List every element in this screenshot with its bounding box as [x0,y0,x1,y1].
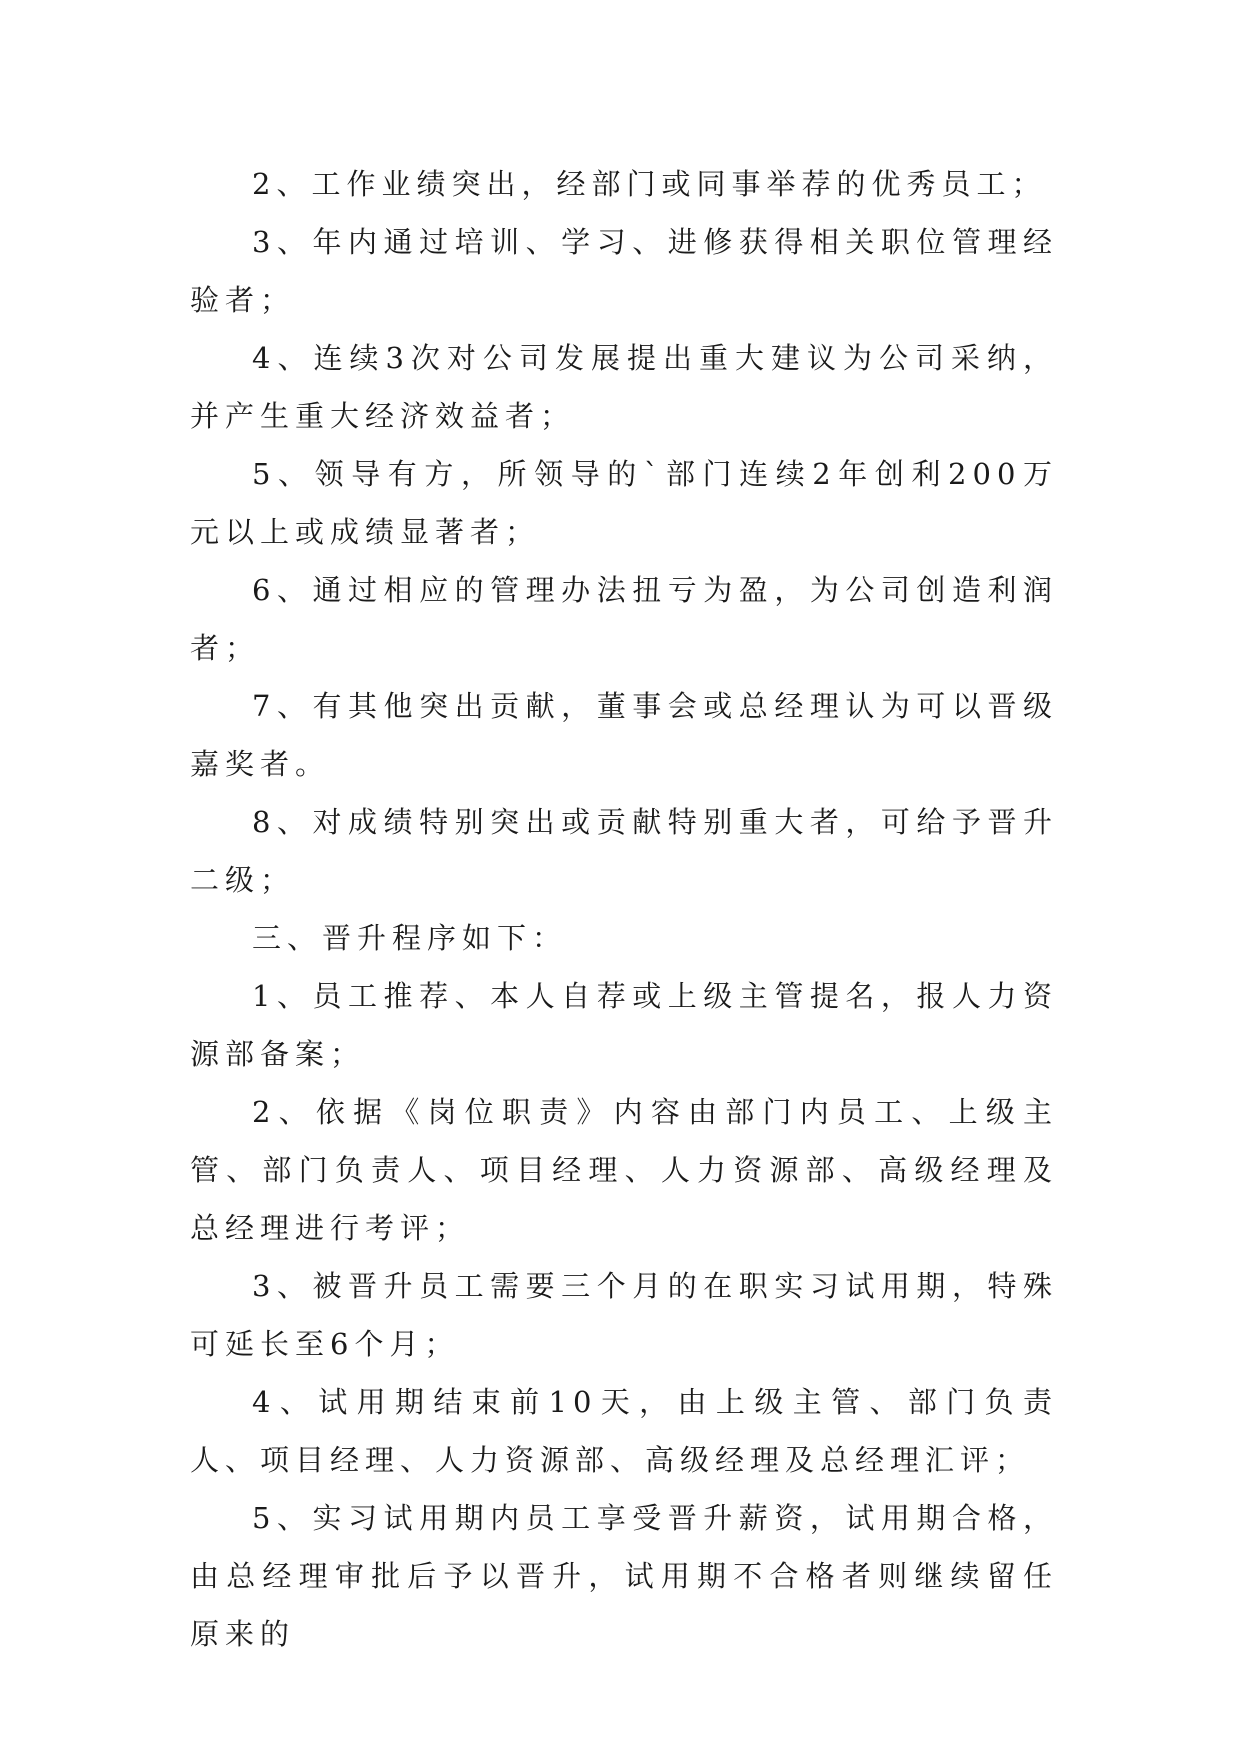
section-heading-promotion-procedure: 三、晋升程序如下： [252,921,568,955]
paragraph-criterion-2: 2、工作业绩突出，经部门或同事举荐的优秀员工； [252,167,1047,201]
document-body [190,155,1058,1663]
paragraph-criterion-5: 5、领导有方，所领导的`部门连续2年创利200万元以上或成绩显著者； [190,457,1058,549]
paragraph-criterion-8: 8、对成绩特别突出或贡献特别重大者，可给予晋升二级； [190,805,1058,897]
paragraph-procedure-1: 1、员工推荐、本人自荐或上级主管提名，报人力资源部备案； [190,979,1058,1071]
paragraph-procedure-4: 4、试用期结束前10天，由上级主管、部门负责人、项目经理、人力资源部、高级经理及总经理汇评； [190,1385,1058,1477]
paragraph-criterion-4: 4、连续3次对公司发展提出重大建议为公司采纳，并产生重大经济效益者； [190,341,1058,433]
paragraph-procedure-2: 2、依据《岗位职责》内容由部门内员工、上级主管、部门负责人、项目经理、人力资源部、高级经理及总经理进行考评； [190,1095,1058,1245]
paragraph-criterion-3: 3、年内通过培训、学习、进修获得相关职位管理经验者； [190,225,1058,317]
paragraph-criterion-7: 7、有其他突出贡献，董事会或总经理认为可以晋级嘉奖者。 [190,689,1058,781]
paragraph-criterion-6: 6、通过相应的管理办法扭亏为盈，为公司创造利润者； [190,573,1058,665]
paragraph-procedure-5: 5、实习试用期内员工享受晋升薪资，试用期合格，由总经理审批后予以晋升，试用期不合格者则继续留任原来的 [190,1501,1058,1651]
paragraph-procedure-3: 3、被晋升员工需要三个月的在职实习试用期，特殊可延长至6个月； [190,1269,1058,1361]
